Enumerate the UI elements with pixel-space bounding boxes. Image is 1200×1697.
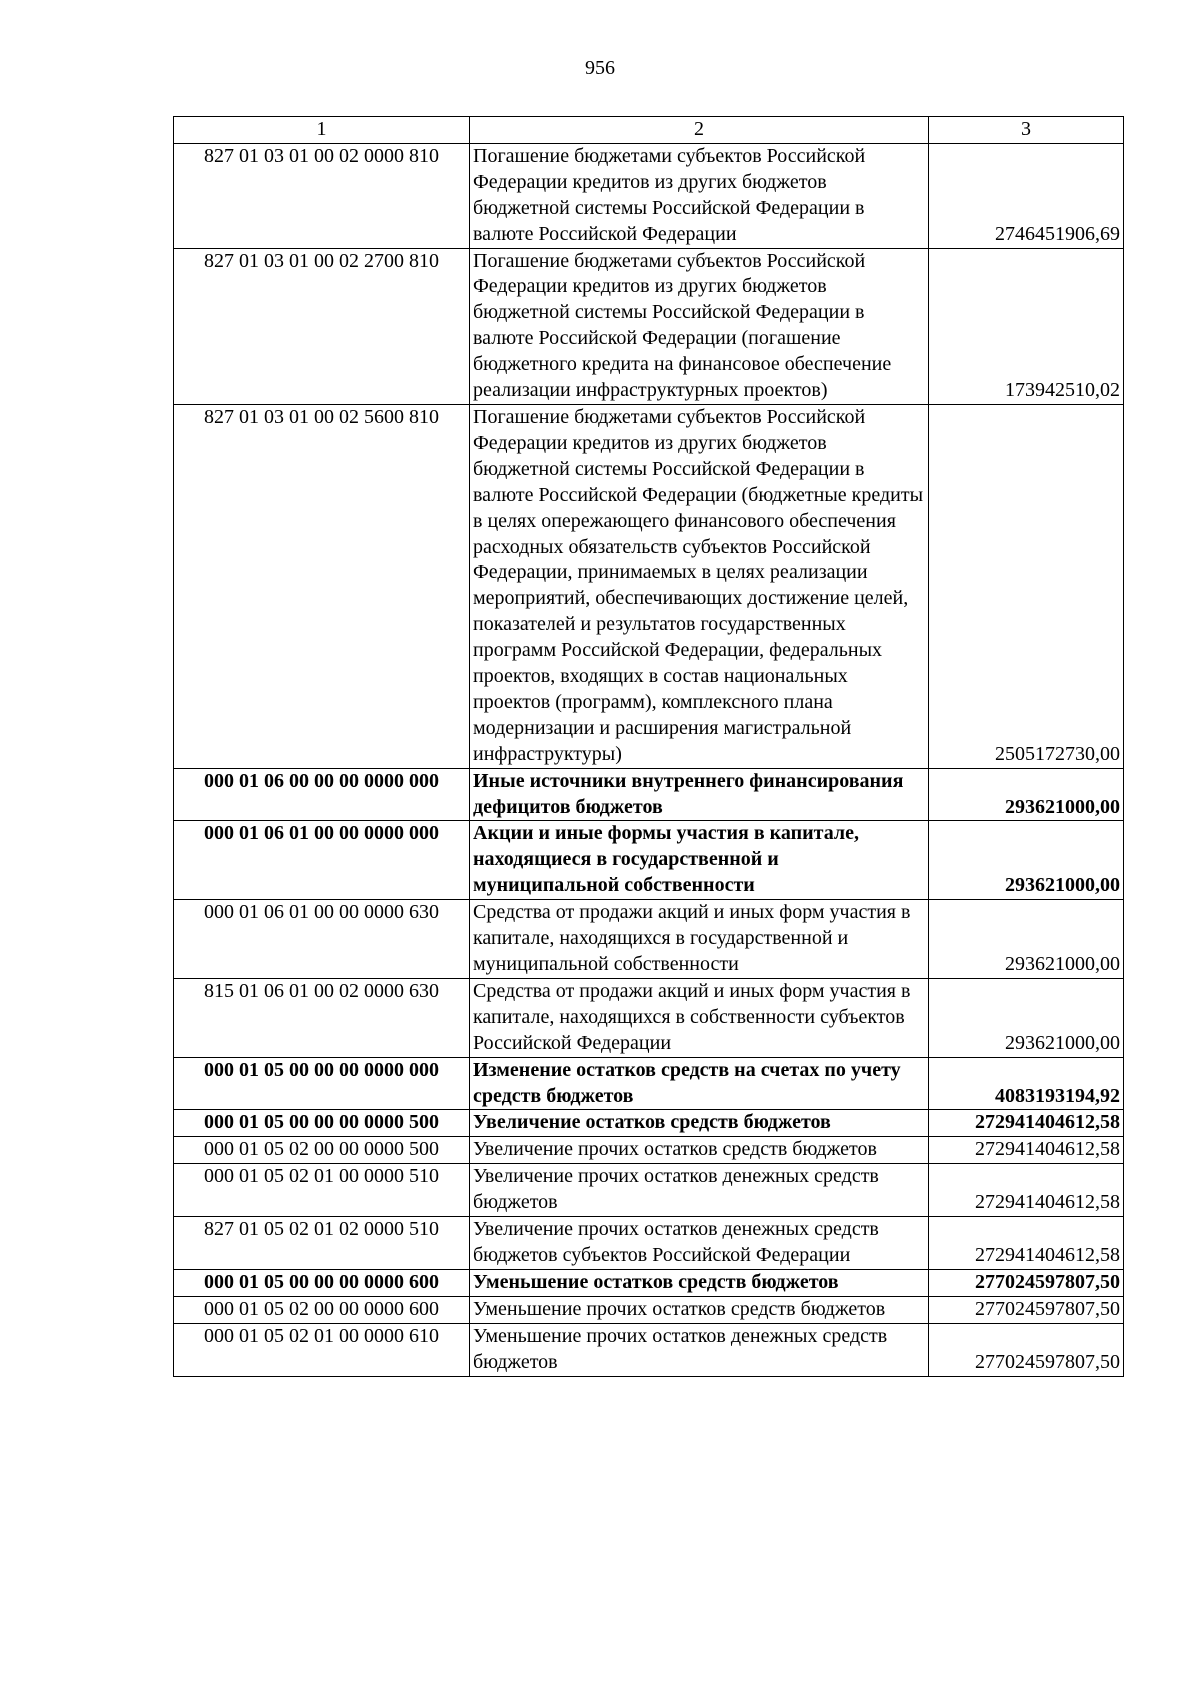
row-name: Иные источники внутреннего финансирования дефицитов бюджетов <box>470 768 929 821</box>
row-code: 000 01 05 02 00 00 0000 600 <box>174 1296 470 1323</box>
row-name: Акции и иные формы участия в капитале, находящиеся в государственной и муниципальной собственности <box>470 821 929 900</box>
table-row <box>174 1110 1124 1137</box>
row-name: Средства от продажи акций и иных форм участия в капитале, находящихся в собственности субъектов Российской Федерации <box>470 978 929 1057</box>
row-code: 000 01 05 00 00 00 0000 000 <box>174 1057 470 1110</box>
row-amount: 293621000,00 <box>929 768 1124 821</box>
row-code: 000 01 05 02 01 00 0000 610 <box>174 1323 470 1376</box>
row-code: 000 01 06 00 00 00 0000 000 <box>174 768 470 821</box>
row-name: Погашение бюджетами субъектов Российской Федерации кредитов из других бюджетов бюджетной системы Российской Федерации в валюте Российской Федерации <box>470 143 929 248</box>
row-code: 827 01 05 02 01 02 0000 510 <box>174 1217 470 1270</box>
table-row <box>174 248 1124 404</box>
row-amount: 293621000,00 <box>929 821 1124 900</box>
table-row <box>174 1164 1124 1217</box>
row-code: 827 01 03 01 00 02 2700 810 <box>174 248 470 404</box>
table-row <box>174 404 1124 768</box>
row-amount: 2505172730,00 <box>929 404 1124 768</box>
row-name: Погашение бюджетами субъектов Российской Федерации кредитов из других бюджетов бюджетной системы Российской Федерации в валюте Российской Федерации (погашение бюджетного кредита на финансовое обеспечение реализации инфраструктурных проектов) <box>470 248 929 404</box>
table-row <box>174 1217 1124 1270</box>
column-header-amount: 3 <box>929 117 1124 144</box>
row-name: Средства от продажи акций и иных форм участия в капитале, находящихся в государственной и муниципальной собственности <box>470 900 929 979</box>
row-name: Погашение бюджетами субъектов Российской Федерации кредитов из других бюджетов бюджетной системы Российской Федерации в валюте Российской Федерации (бюджетные кредиты в целях опережающего финансового обеспечения расходных обязательств субъектов Российской Федерации, принимаемых в целях реализации мероприятий, обеспечивающих достижение целей, показателей и результатов государственных программ Российской Федерации, федеральных проектов, входящих в состав национальных проектов (программ), комплексного плана модернизации и расширения магистральной инфраструктуры) <box>470 404 929 768</box>
row-code: 827 01 03 01 00 02 5600 810 <box>174 404 470 768</box>
row-name: Изменение остатков средств на счетах по учету средств бюджетов <box>470 1057 929 1110</box>
row-name: Увеличение прочих остатков средств бюджетов <box>470 1137 929 1164</box>
row-code: 000 01 05 00 00 00 0000 600 <box>174 1269 470 1296</box>
row-amount: 272941404612,58 <box>929 1110 1124 1137</box>
row-amount: 293621000,00 <box>929 900 1124 979</box>
row-amount: 272941404612,58 <box>929 1217 1124 1270</box>
row-amount: 277024597807,50 <box>929 1323 1124 1376</box>
row-amount: 4083193194,92 <box>929 1057 1124 1110</box>
table-row <box>174 1137 1124 1164</box>
row-amount: 277024597807,50 <box>929 1269 1124 1296</box>
row-name: Увеличение остатков средств бюджетов <box>470 1110 929 1137</box>
table-row <box>174 900 1124 979</box>
row-amount: 2746451906,69 <box>929 143 1124 248</box>
table-row <box>174 1323 1124 1376</box>
column-header-name: 2 <box>470 117 929 144</box>
budget-sources-table <box>173 116 1124 1377</box>
table-row <box>174 768 1124 821</box>
row-amount: 277024597807,50 <box>929 1296 1124 1323</box>
row-code: 000 01 06 01 00 00 0000 000 <box>174 821 470 900</box>
page-number: 956 <box>585 57 615 79</box>
row-code: 000 01 05 00 00 00 0000 500 <box>174 1110 470 1137</box>
column-header-code: 1 <box>174 117 470 144</box>
row-code: 815 01 06 01 00 02 0000 630 <box>174 978 470 1057</box>
row-amount: 293621000,00 <box>929 978 1124 1057</box>
row-amount: 173942510,02 <box>929 248 1124 404</box>
row-name: Уменьшение прочих остатков средств бюджетов <box>470 1296 929 1323</box>
table-row <box>174 1269 1124 1296</box>
row-code: 000 01 05 02 00 00 0000 500 <box>174 1137 470 1164</box>
table-row <box>174 1057 1124 1110</box>
row-code: 000 01 05 02 01 00 0000 510 <box>174 1164 470 1217</box>
table-header-row <box>174 117 1124 144</box>
table-row <box>174 143 1124 248</box>
row-code: 000 01 06 01 00 00 0000 630 <box>174 900 470 979</box>
row-name: Уменьшение остатков средств бюджетов <box>470 1269 929 1296</box>
table-row <box>174 821 1124 900</box>
table-row <box>174 1296 1124 1323</box>
row-name: Увеличение прочих остатков денежных средств бюджетов субъектов Российской Федерации <box>470 1217 929 1270</box>
row-name: Уменьшение прочих остатков денежных средств бюджетов <box>470 1323 929 1376</box>
row-name: Увеличение прочих остатков денежных средств бюджетов <box>470 1164 929 1217</box>
row-amount: 272941404612,58 <box>929 1137 1124 1164</box>
row-code: 827 01 03 01 00 02 0000 810 <box>174 143 470 248</box>
row-amount: 272941404612,58 <box>929 1164 1124 1217</box>
table-row <box>174 978 1124 1057</box>
